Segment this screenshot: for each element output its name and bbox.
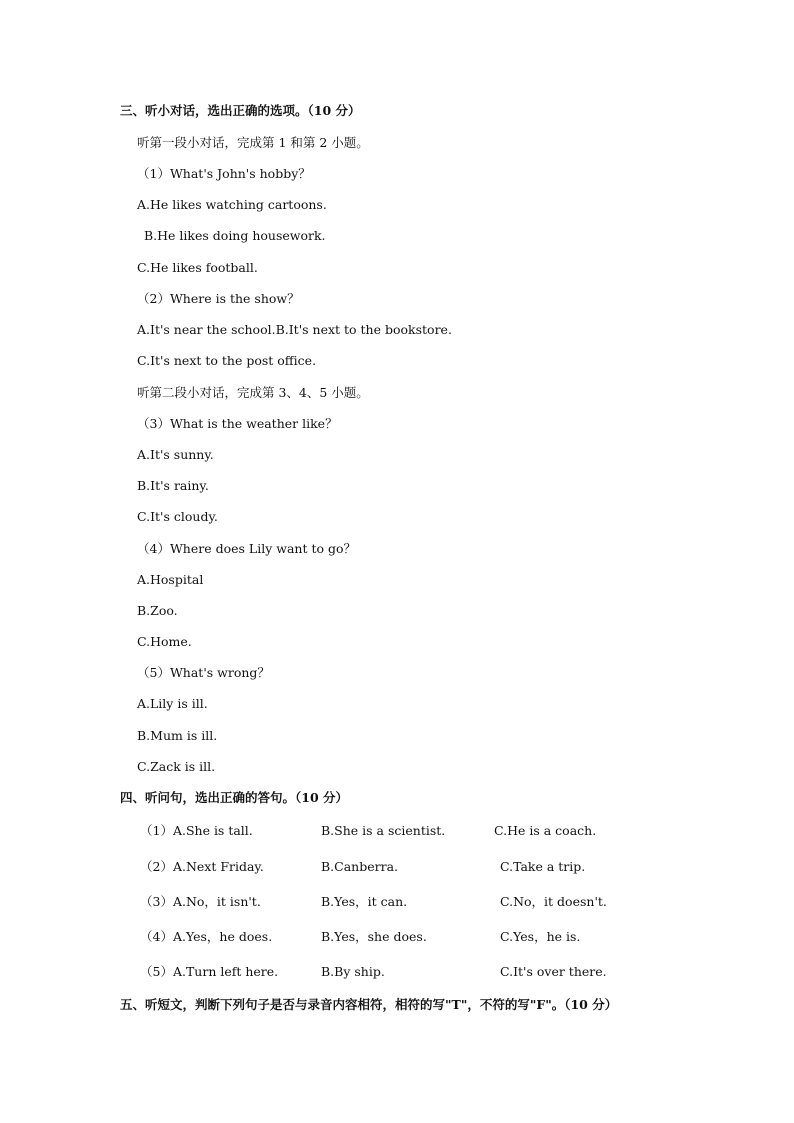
option-2c: C.It's next to the post office. — [137, 353, 317, 368]
answer-row-c: C.It's over there. — [500, 964, 607, 979]
question-2: （2）Where is the show？ — [137, 291, 300, 306]
answer-row-a: （5）A.Turn left here. — [140, 964, 279, 979]
answer-row-c: C.He is a coach. — [494, 823, 597, 838]
question-1: （1）What's John's hobby？ — [137, 166, 311, 181]
answer-row-c: C.Take a trip. — [500, 859, 586, 874]
section5-heading: 五、听短文，判断下列句子是否与录音内容相符，相符的写"T"，不符的写"F"。（10 分） — [120, 997, 618, 1012]
option-3b: B.It's rainy. — [137, 478, 209, 493]
option-4b: B.Zoo. — [137, 603, 178, 618]
answer-row-a: （1）A.She is tall. — [140, 823, 253, 838]
option-3c: C.It's cloudy. — [137, 509, 218, 524]
answer-row-b: B.She is a scientist. — [321, 823, 446, 838]
question-4: （4）Where does Lily want to go？ — [137, 541, 356, 556]
option-1c: C.He likes football. — [137, 260, 258, 275]
option-1a: A.He likes watching cartoons. — [137, 197, 327, 212]
answer-row-a: （4）A.Yes，he does. — [140, 929, 273, 944]
question-5: （5）What's wrong？ — [137, 665, 270, 680]
option-4a: A.Hospital — [137, 572, 204, 587]
question-3: （3）What is the weather like？ — [137, 416, 338, 431]
answer-row-b: B.Yes，it can. — [321, 894, 408, 909]
dialogue2-intro: 听第二段小对话，完成第 3、4、5 小题。 — [137, 385, 369, 400]
option-1b: B.He likes doing housework. — [144, 228, 326, 243]
section3-heading: 三、听小对话，选出正确的选项。（10 分） — [120, 103, 361, 118]
option-5b: B.Mum is ill. — [137, 728, 218, 743]
answer-row-a: （2）A.Next Friday. — [140, 859, 264, 874]
option-4c: C.Home. — [137, 634, 192, 649]
answer-row-c: C.Yes，he is. — [500, 929, 581, 944]
option-2ab: A.It's near the school.B.It's next to the bookstore. — [137, 322, 452, 337]
answer-row-a: （3）A.No，it isn't. — [140, 894, 261, 909]
option-3a: A.It's sunny. — [137, 447, 214, 462]
answer-row-c: C.No，it doesn't. — [500, 894, 607, 909]
option-5a: A.Lily is ill. — [137, 696, 208, 711]
option-5c: C.Zack is ill. — [137, 759, 216, 774]
answer-row-b: B.Canberra. — [321, 859, 399, 874]
dialogue1-intro: 听第一段小对话，完成第 1 和第 2 小题。 — [137, 135, 369, 150]
answer-row-b: B.Yes，she does. — [321, 929, 427, 944]
section4-heading: 四、听问句，选出正确的答句。（10 分） — [120, 790, 348, 805]
answer-row-b: B.By ship. — [321, 964, 385, 979]
